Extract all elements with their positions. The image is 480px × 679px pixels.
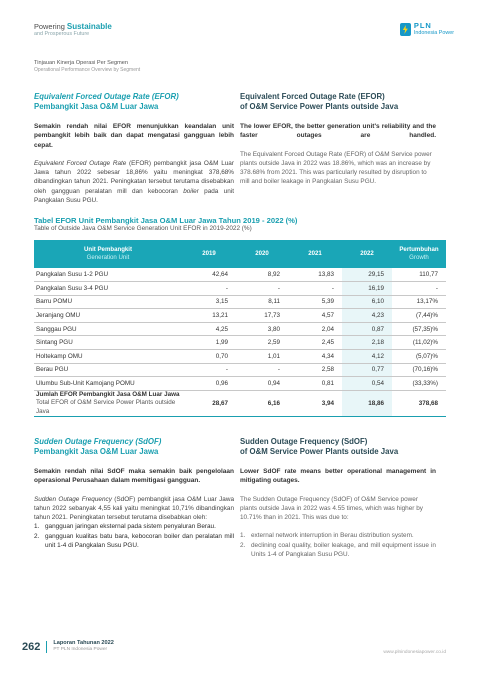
breadcrumb <box>34 60 140 74</box>
col-header-growth: Pertumbuhan Growth <box>392 240 446 268</box>
page-footer <box>22 640 114 653</box>
efor-heading-id: Equivalent Forced Outage Rate (EFOR) <box>34 92 179 101</box>
sdof-section-en <box>240 437 436 559</box>
efor-paragraph-id: Equivalent Forced Outage Rate (EFOR) pembangkit jasa O&M Luar Jawa tahun 2022 sebesar 18,86% yaitu meningkat 378,68% dibandingkan tahun 2021. Peningkatan tersebut terutama disebabkan oleh gangguan peralatan mill dan kebocoran boiler pada unit Pangkalan Susu PGU. <box>34 159 234 205</box>
table-header-row <box>34 240 446 268</box>
sdof-paragraph-id: Sudden Outage Frequency (SdOF) pembangkit jasa O&M Luar Jawa tahun 2022 sebanyak 4,55 kali yaitu meningkat 10,71% dibandingkan tahun 2021. Peningkatan tersebut terutama disebabkan oleh: <box>34 495 234 522</box>
sdof-list-en <box>240 531 436 559</box>
brand-tagline-sub: and Prosperous Future <box>34 31 90 37</box>
efor-section-en <box>240 92 436 187</box>
col-header-2019: 2019 <box>182 240 236 268</box>
total-label-en: Total EFOR of O&M Service Power Plants outside Java <box>36 399 176 415</box>
sdof-section-id <box>34 437 234 550</box>
table-row: Berau PGU - - 2,58 0,77 (70,16)% <box>34 363 446 377</box>
efor-paragraph-en: The Equivalent Forced Outage Rate (EFOR) of O&M Service power plants outside Java in 2022 was 18.86%, which was an increase by 378.68% from 2021. This was particularly resulted by disruption to mill and boiler leakage in Pangkalan Susu PGU. <box>240 150 432 186</box>
table-row: Pangkalan Susu 3-4 PGU - - - 16,19 - <box>34 282 446 296</box>
sdof-list-id <box>34 522 234 550</box>
efor-lead-id: Semakin rendah nilai EFOR menunjukkan keandalan unit pembangkit lebih baik dan dapat mengatasi gangguan lebih cepat. <box>34 123 234 149</box>
page-header <box>34 22 454 52</box>
logo-name: PLN <box>413 21 432 30</box>
page-number: 262 <box>22 641 47 653</box>
report-title: Laporan Tahunan 2022 <box>53 640 114 646</box>
table-row: Jeranjang OMU 13,21 17,73 4,57 4,23 (7,44)% <box>34 309 446 323</box>
efor-lead-en: The lower EFOR, the better generation unit's reliability and the faster outages are handled. <box>240 123 436 140</box>
table-row: Holtekamp OMU 0,70 1,01 4,34 4,12 (5,07)% <box>34 350 446 364</box>
list-item: 2. declining coal quality, boiler leakage, and mill equipment issue in Units 1-4 of Pangkalan Susu PGU. <box>240 541 436 559</box>
table-caption <box>34 216 297 233</box>
table-row: Sintang PGU 1,99 2,59 2,45 2,18 (11,02)% <box>34 336 446 350</box>
list-item: 1. gangguan jaringan eksternal pada sistem penyaluran Berau. <box>34 523 216 531</box>
col-header-2022: 2022 <box>342 240 392 268</box>
sdof-paragraph-en: The Sudden Outage Frequency (SdOF) of O&M Service power plants outside Java in 2022 was 4.55 times, which was higher by 10.71% than in 2021. This was due to: <box>240 495 423 522</box>
sdof-lead-id: Semakin rendah nilai SdOF maka semakin baik pengelolaan operasional Perusahaan dalam memitigasi gangguan. <box>34 468 234 485</box>
efor-heading-en: Equivalent Forced Outage Rate (EFOR) <box>240 92 385 101</box>
table-total-row: Jumlah EFOR Pembangkit Jasa O&M Luar Jawa Total EFOR of O&M Service Power Plants outside Java 28,67 6,16 3,94 18,86 378,68 <box>34 390 446 417</box>
lightning-logo-icon <box>400 23 411 36</box>
report-sub: PT PLN Indonesia Power <box>53 647 108 652</box>
sdof-heading-id: Sudden Outage Frequency (SdOF) <box>34 437 162 446</box>
website-link[interactable]: www.plnindonesiapower.co.id <box>383 650 446 655</box>
sdof-heading-en: Sudden Outage Frequency (SdOF) <box>240 437 368 446</box>
efor-section-id <box>34 92 234 205</box>
breadcrumb-id: Tinjauan Kinerja Operasi Per Segmen <box>34 60 129 66</box>
total-label-id: Jumlah EFOR Pembangkit Jasa O&M Luar Jawa <box>36 390 180 398</box>
table-row: Ulumbu Sub-Unit Kamojang POMU 0,96 0,94 0,81 0,54 (33,33%) <box>34 377 446 391</box>
list-item: 1. external network interruption in Berau distribution system. <box>240 532 414 540</box>
breadcrumb-en: Operational Performance Overview by Segment <box>34 67 141 73</box>
pln-logo <box>400 22 454 37</box>
table-row: Pangkalan Susu 1-2 PGU 42,64 8,92 13,83 29,15 110,77 <box>34 268 446 282</box>
logo-sub: Indonesia Power <box>413 30 454 36</box>
col-header-unit: Unit Pembangkit Generation Unit <box>34 240 182 268</box>
table-title-id: Tabel EFOR Unit Pembangkit Jasa O&M Luar Jawa Tahun 2019 - 2022 (%) <box>34 216 298 225</box>
brand-tagline: Powering Sustainable <box>34 22 112 31</box>
sdof-heading-en-sub: of O&M Service Power Plants outside Java <box>240 447 399 456</box>
sdof-heading-id-sub: Pembangkit Jasa O&M Luar Jawa <box>34 447 159 456</box>
table-row: Barru POMU 3,15 8,11 5,39 6,10 13,17% <box>34 295 446 309</box>
col-header-2020: 2020 <box>236 240 288 268</box>
table-row: Sanggau PGU 4,25 3,80 2,04 0,87 (57,35)% <box>34 322 446 336</box>
efor-heading-id-sub: Pembangkit Jasa O&M Luar Jawa <box>34 102 159 111</box>
list-item: 2. gangguan kualitas batu bara, kebocoran boiler dan peralatan mill unit 1-4 di Pangkalan Susu PGU. <box>34 532 234 550</box>
sdof-lead-en: Lower SdOF rate means better operational management in mitigating outages. <box>240 468 436 485</box>
table-title-en: Table of Outside Java O&M Service Generation Unit EFOR in 2019-2022 (%) <box>34 225 252 232</box>
col-header-2021: 2021 <box>288 240 342 268</box>
efor-table <box>34 240 446 417</box>
efor-heading-en-sub: of O&M Service Power Plants outside Java <box>240 102 399 111</box>
